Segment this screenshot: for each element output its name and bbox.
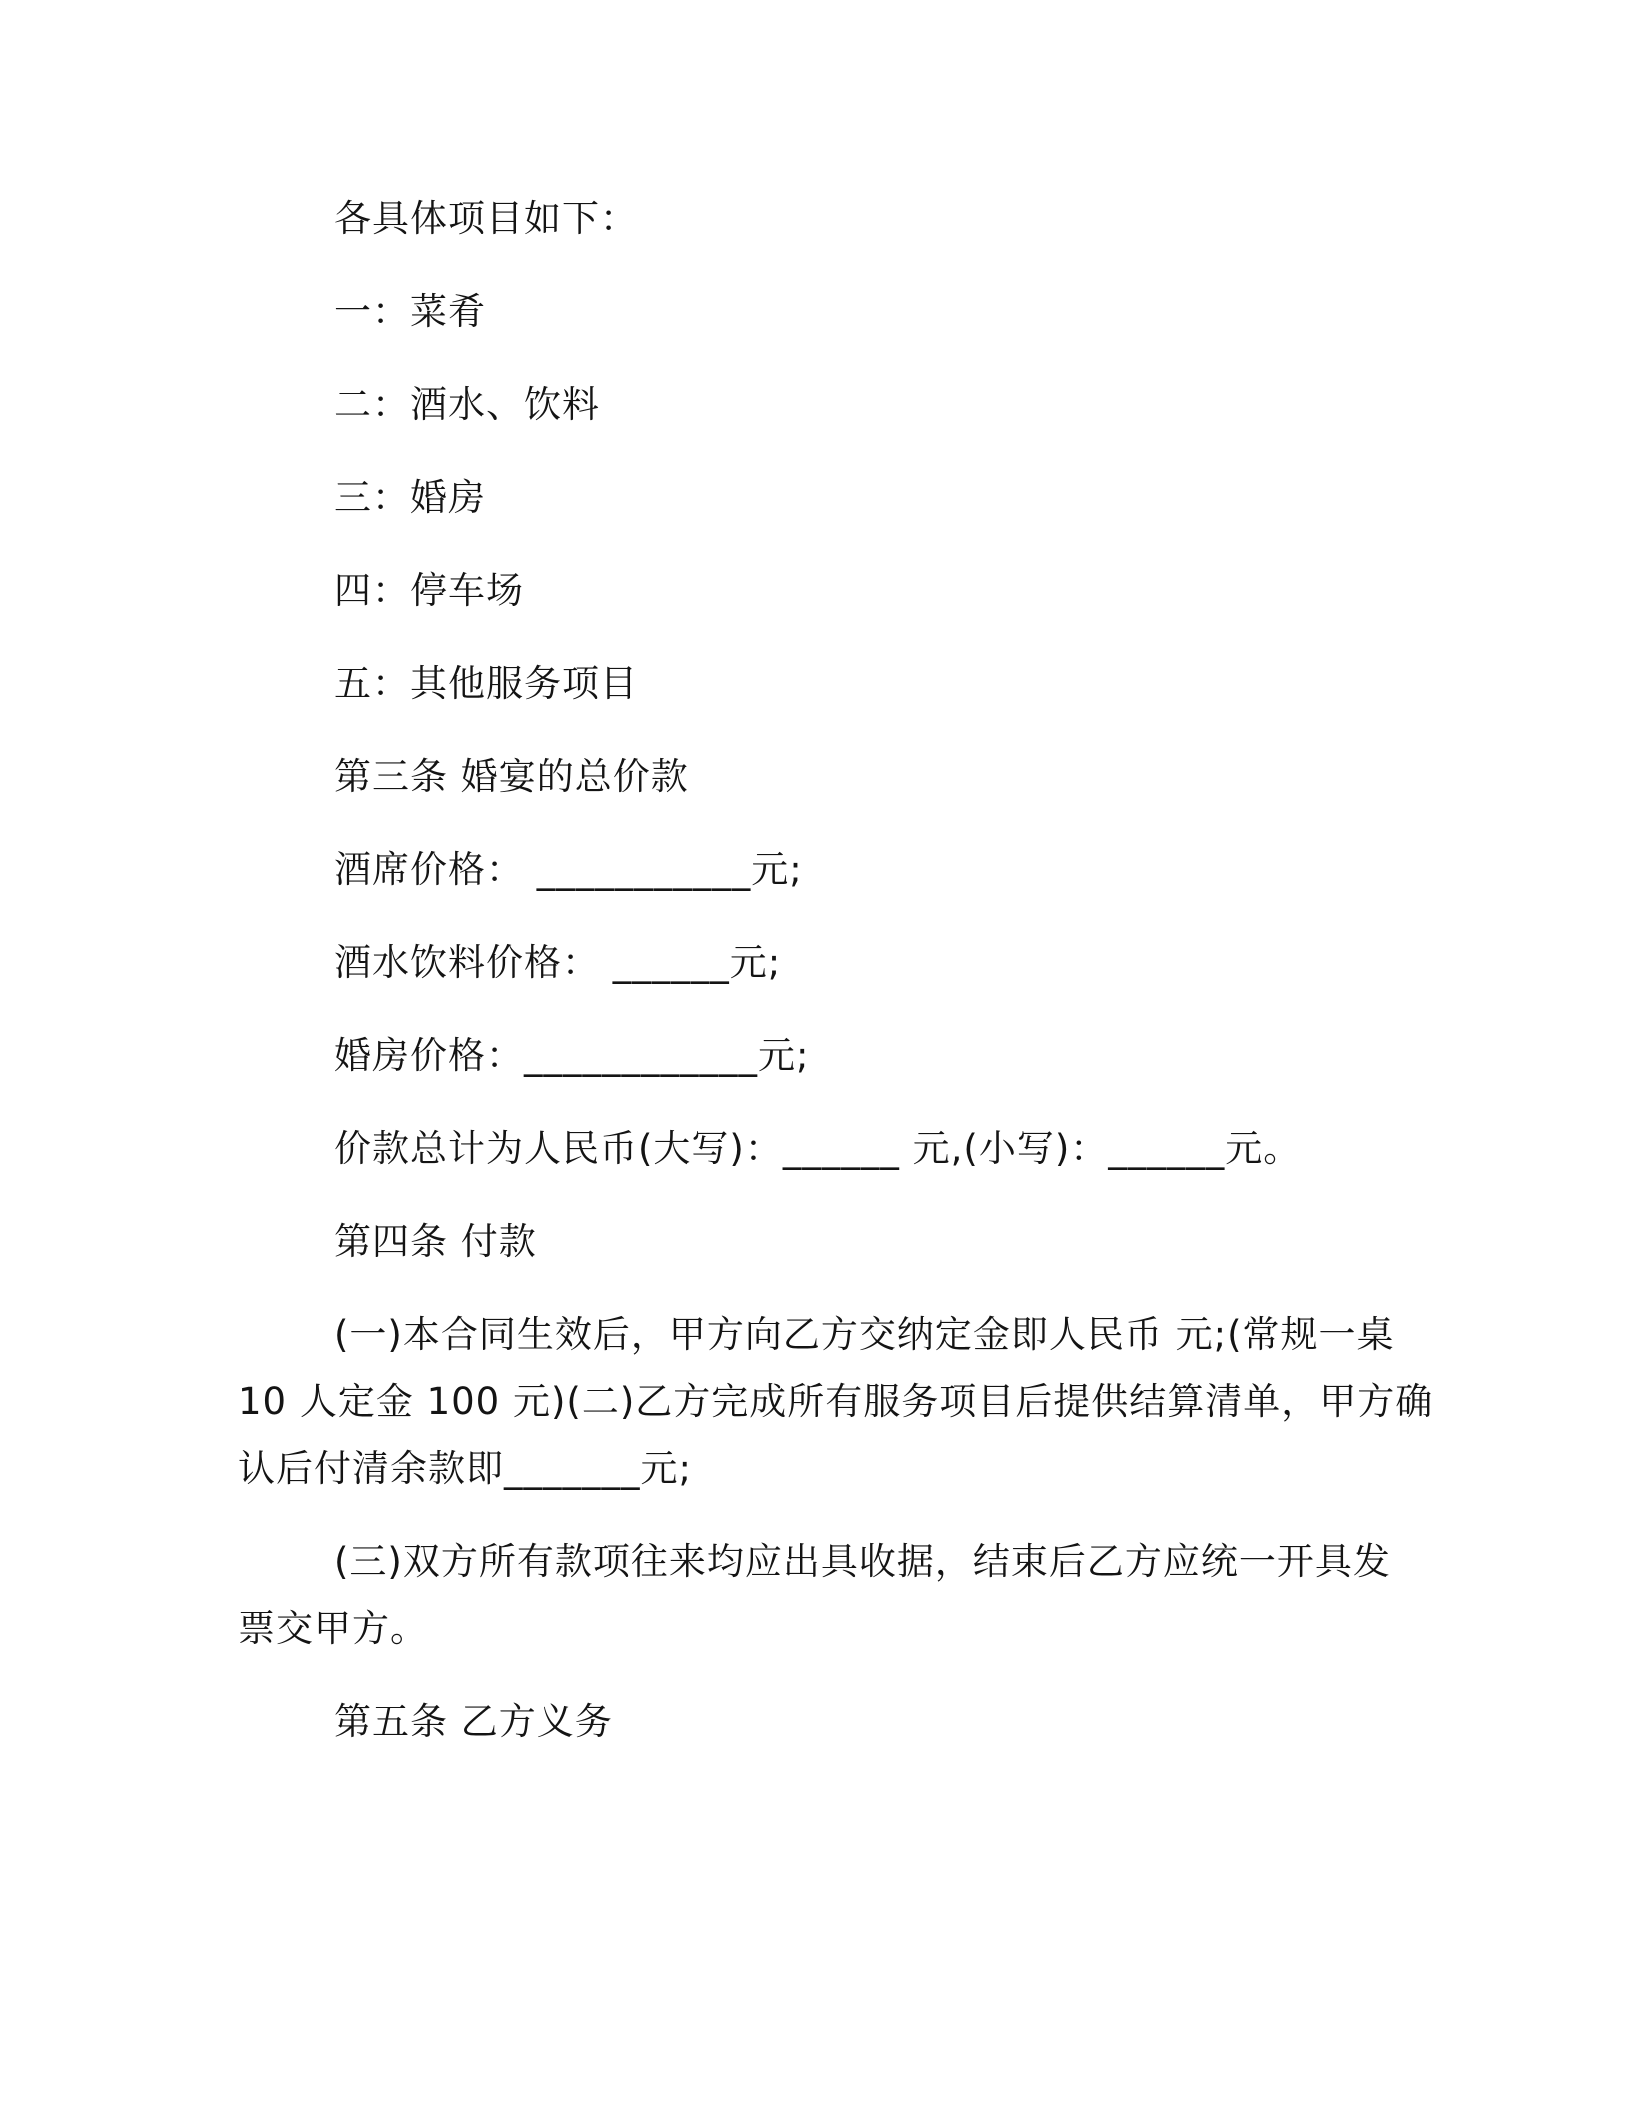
item-other-services: 五：其他服务项目: [334, 662, 638, 705]
payment-para-2-line-2: 票交甲方。: [238, 1607, 428, 1650]
bridal-room-price: 婚房价格：____________元;: [334, 1034, 810, 1077]
item-dishes: 一：菜肴: [334, 290, 486, 333]
banquet-price: 酒席价格： ___________元;: [334, 848, 803, 891]
item-parking: 四：停车场: [334, 569, 524, 612]
section-heading-3: 第三条 婚宴的总价款: [334, 755, 689, 798]
section-heading-5: 第五条 乙方义务: [334, 1700, 613, 1743]
drinks-price: 酒水饮料价格： ______元;: [334, 941, 782, 984]
total-price: 价款总计为人民币(大写)：______ 元,(小写)：______元。: [334, 1127, 1302, 1170]
payment-para-2-line-1: (三)双方所有款项往来均应出具收据，结束后乙方应统一开具发: [334, 1540, 1391, 1583]
payment-para-1-line-1: (一)本合同生效后，甲方向乙方交纳定金即人民币 元;(常规一桌: [334, 1313, 1395, 1356]
payment-para-1-line-2: 10 人定金 100 元)(二)乙方完成所有服务项目后提供结算清单，甲方确: [238, 1380, 1434, 1423]
payment-para-1-line-3: 认后付清余款即_______元;: [238, 1447, 692, 1490]
item-bridal-room: 三：婚房: [334, 476, 486, 519]
section-heading-4: 第四条 付款: [334, 1220, 537, 1263]
item-drinks: 二：酒水、饮料: [334, 383, 600, 426]
items-intro: 各具体项目如下：: [334, 197, 638, 240]
